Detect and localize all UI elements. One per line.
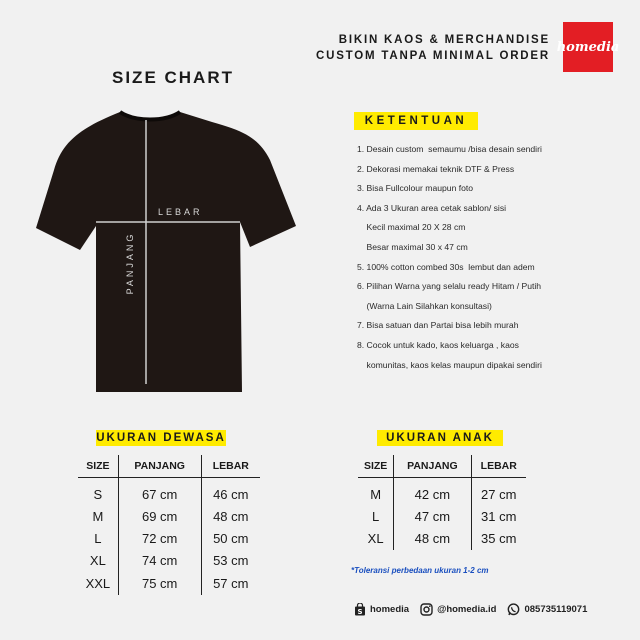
length-label: PANJANG [125,231,135,295]
panjang-cell: 67 cm [118,477,201,505]
dewasa-title: UKURAN DEWASA [96,432,226,444]
table-row [78,505,260,527]
tshirt-body [36,112,296,392]
panjang-cell: 48 cm [394,527,471,549]
lebar-cell: 27 cm [471,477,526,505]
panjang-cell: 74 cm [118,550,201,572]
anak-title: UKURAN ANAK [377,430,503,446]
table-row [358,527,526,549]
table-row [78,550,260,572]
lebar-cell: 57 cm [201,572,260,594]
lebar-cell: 53 cm [201,550,260,572]
ketentuan-item: 3. Bisa Fullcolour maupun foto [357,183,474,194]
ketentuan-item: 5. 100% cotton combed 30s lembut dan adem [357,261,535,272]
anak-size-table [358,455,526,550]
size-cell: XL [367,531,384,547]
size-cell: L [94,531,102,547]
header-panjang: PANJANG [394,455,471,477]
size-cell: S [93,486,103,502]
table-row [78,572,260,594]
size-cell: M [370,486,382,502]
whatsapp-icon [507,603,520,616]
header-lebar: LEBAR [201,455,260,477]
panjang-cell: 72 cm [118,527,201,549]
header-size: SIZE [78,455,118,477]
size-cell: XL [89,553,106,569]
lebar-cell: 48 cm [201,505,260,527]
ketentuan-item: Besar maximal 30 x 47 cm [357,241,468,252]
table-row [78,527,260,549]
ketentuan-item: komunitas, kaos kelas maupun dipakai sendiri [357,359,542,370]
ketentuan-item: (Warna Lain Silahkan konsultasi) [357,300,492,311]
shopping-bag-icon [353,603,366,616]
tagline-line-2: CUSTOM TANPA MINIMAL ORDER [316,50,550,62]
table-row [78,477,260,505]
instagram-handle: @homedia.id [437,604,497,615]
ketentuan-title: KETENTUAN [354,112,478,130]
ketentuan-item: 1. Desain custom semaumu /bisa desain sendiri [357,144,542,154]
panjang-cell: 69 cm [118,505,201,527]
table-row [358,477,526,505]
page-title: SIZE CHART [112,68,234,87]
lebar-cell: 46 cm [201,477,260,505]
whatsapp-number: 085735119071 [524,604,588,615]
tagline-line-1: BIKIN KAOS & MERCHANDISE [338,34,550,46]
size-cell: L [372,508,380,524]
ketentuan-list [357,140,542,375]
contact-footer [353,603,598,616]
ketentuan-item: 2. Dekorasi memakai teknik DTF & Press [357,163,515,174]
lebar-cell: 50 cm [201,527,260,549]
instagram-icon [420,603,433,616]
shop-contact[interactable] [353,603,409,616]
lebar-cell: 31 cm [471,505,526,527]
table-row [358,505,526,527]
header-size: SIZE [358,455,394,477]
instagram-contact[interactable] [420,603,496,616]
lebar-cell: 35 cm [471,527,526,549]
size-cell: M [92,508,104,524]
ketentuan-item: 4. Ada 3 Ukuran area cetak sablon/ sisi [357,202,507,213]
panjang-cell: 42 cm [394,477,471,505]
dewasa-size-table [78,455,260,595]
header-lebar: LEBAR [471,455,526,477]
panjang-cell: 47 cm [394,505,471,527]
whatsapp-contact[interactable] [507,603,587,616]
tolerance-note: *Toleransi perbedaan ukuran 1-2 cm [351,566,489,575]
header-panjang: PANJANG [118,455,201,477]
ketentuan-item: 8. Cocok untuk kado, kaos keluarga , kaos [357,339,519,350]
ketentuan-item: 7. Bisa satuan dan Partai bisa lebih murah [357,320,519,331]
size-cell: XXL [85,575,111,591]
width-label: LEBAR [158,207,203,217]
shop-name: homedia [370,604,410,615]
homedia-logo: homedia [563,22,613,72]
ketentuan-item: 6. Pilihan Warna yang selalu ready Hitam / Putih [357,281,542,292]
brand-tagline [316,32,550,64]
ketentuan-item: Kecil maximal 20 X 28 cm [357,222,466,233]
panjang-cell: 75 cm [118,572,201,594]
svg-text:S: S [356,608,363,616]
